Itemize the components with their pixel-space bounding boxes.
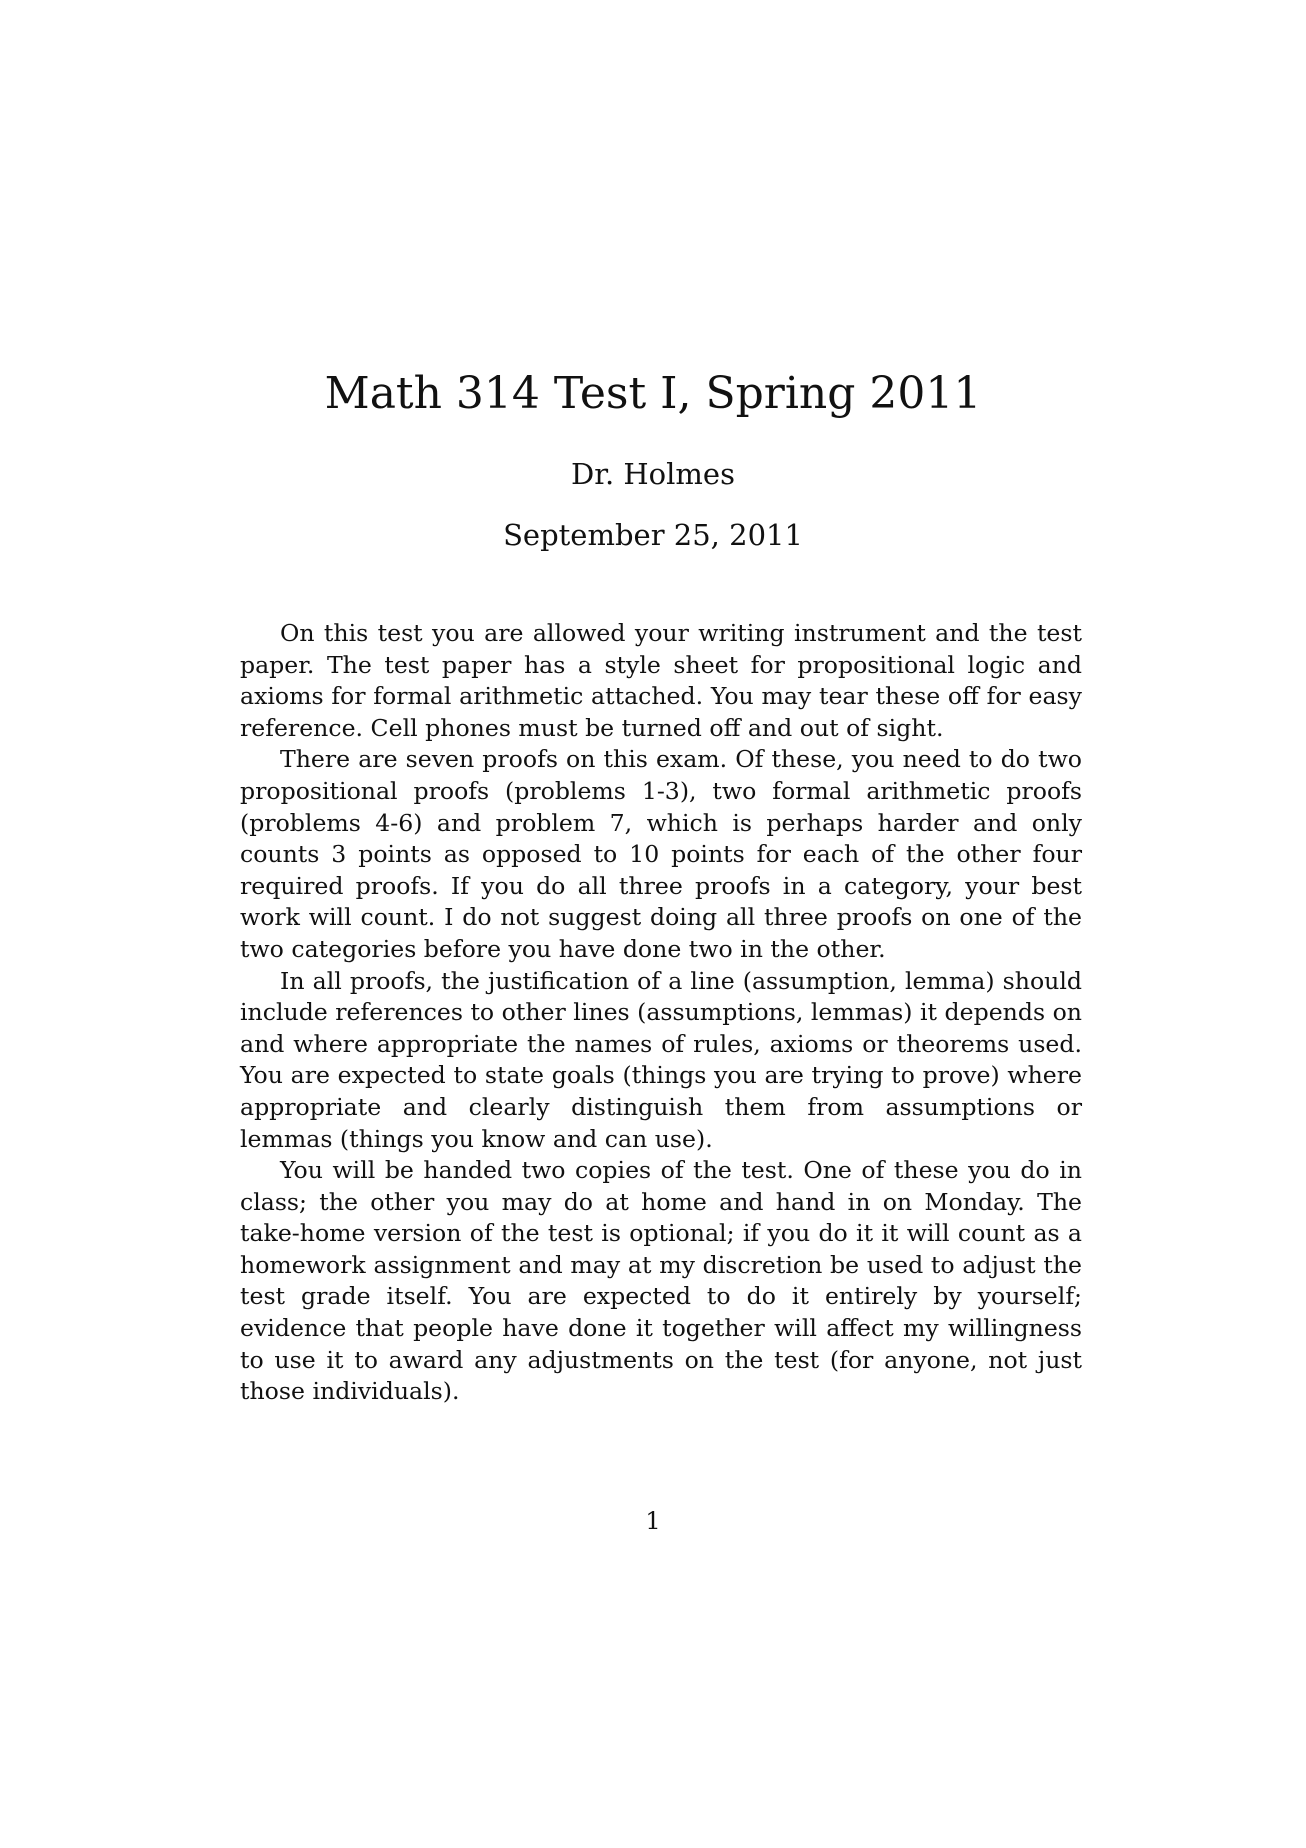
- paragraph-allowed-materials: On this test you are allowed your writing instrument and the test paper. The test paper has a style sheet for propositional logic and axioms for formal arithmetic attached. You may tear these off for easy reference. Cell phones must be turned off and out of sight.: [240, 619, 1082, 742]
- document-title: Math 314 Test I, Spring 2011: [324, 368, 982, 419]
- page-number: 1: [645, 1507, 661, 1535]
- paragraph-take-home-policy: You will be handed two copies of the test. One of these you do in class; the other you may do at home and hand in on Monday. The take-home version of the test is optional; if you do it it will count as a homework assignment and may at my discretion be used to adjust the test grade itself. You are expected to do it entirely by yourself; evidence that people have done it together will affect my willingness to use it to award any adjustments on the test (for anyone, not just those individuals).: [240, 1156, 1082, 1406]
- document-author: Dr. Holmes: [571, 457, 735, 491]
- instructions-body: [240, 618, 1082, 1408]
- document-date: September 25, 2011: [503, 518, 803, 552]
- paragraph-justification-rules: In all proofs, the justification of a line (assumption, lemma) should include references to other lines (assumptions, lemmas) it depends on and where appropriate the names of rules, axioms or theorems used. You are expected to state goals (things you are trying to prove) where appropriate and clearly distinguish them from assumptions or lemmas (things you know and can use).: [240, 966, 1082, 1153]
- paragraph-proof-requirements: There are seven proofs on this exam. Of these, you need to do two propositional proofs (problems 1-3), two formal arithmetic proofs (problems 4-6) and problem 7, which is perhaps harder and only counts 3 points as opposed to 10 points for each of the other four required proofs. If you do all three proofs in a category, your best work will count. I do not suggest doing all three proofs on one of the two categories before you have done two in the other.: [240, 745, 1082, 963]
